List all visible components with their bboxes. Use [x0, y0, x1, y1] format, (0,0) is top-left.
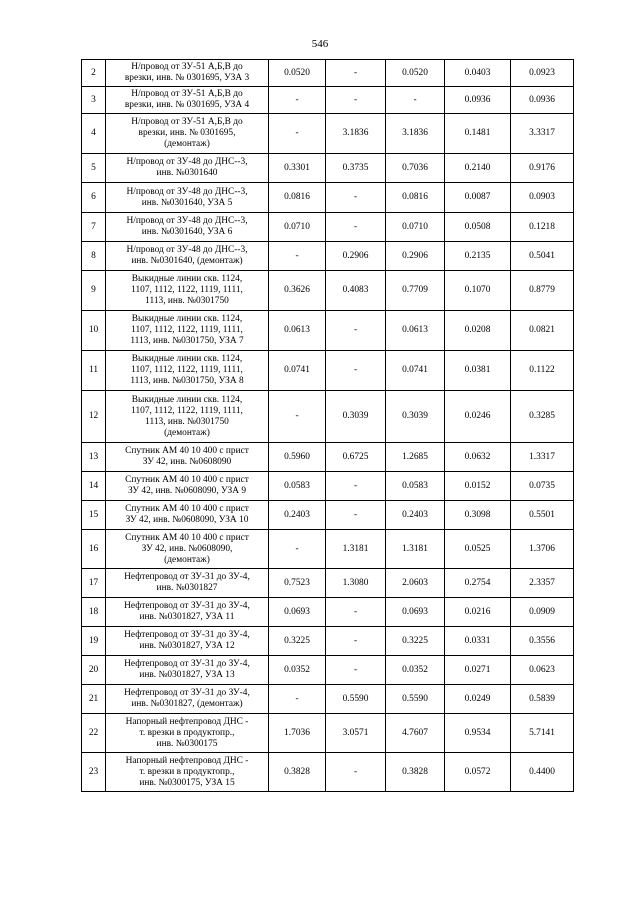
- object-name-cell: Н/провод от ЗУ-51 А,Б,В до врезки, инв. № 0301695, УЗА 3: [106, 60, 269, 87]
- data-table: [81, 59, 574, 792]
- row-number-cell: 13: [82, 443, 106, 472]
- value-cell-4: 0.9534: [445, 714, 511, 753]
- value-cell-2: -: [326, 501, 386, 530]
- value-cell-2: -: [326, 753, 386, 792]
- value-cell-1: 0.0693: [269, 598, 326, 627]
- value-cell-1: -: [269, 391, 326, 443]
- row-number-cell: 8: [82, 242, 106, 271]
- value-cell-2: -: [326, 311, 386, 351]
- row-number-cell: 11: [82, 351, 106, 391]
- value-cell-2: 3.1836: [326, 114, 386, 154]
- row-number-cell: 12: [82, 391, 106, 443]
- table-row: [82, 183, 574, 213]
- value-cell-5: 0.8779: [511, 271, 574, 311]
- value-cell-5: 2.3357: [511, 569, 574, 598]
- value-cell-4: 0.0216: [445, 598, 511, 627]
- row-number-cell: 20: [82, 656, 106, 685]
- value-cell-2: -: [326, 351, 386, 391]
- object-name-cell: Нефтепровод от ЗУ-31 до ЗУ-4, инв. №0301827, (демонтаж): [106, 685, 269, 714]
- value-cell-1: 0.0520: [269, 60, 326, 87]
- object-name-cell: Н/провод от ЗУ-48 до ДНС--3, инв. №0301640: [106, 154, 269, 183]
- value-cell-5: 0.4400: [511, 753, 574, 792]
- value-cell-3: 0.0352: [386, 656, 445, 685]
- value-cell-5: 0.0936: [511, 87, 574, 114]
- value-cell-4: 0.0271: [445, 656, 511, 685]
- value-cell-3: 0.0583: [386, 472, 445, 501]
- table-row: [82, 685, 574, 714]
- value-cell-5: 0.0821: [511, 311, 574, 351]
- value-cell-5: 0.5041: [511, 242, 574, 271]
- table-row: [82, 501, 574, 530]
- table-row: [82, 87, 574, 114]
- value-cell-1: 0.0583: [269, 472, 326, 501]
- row-number-cell: 2: [82, 60, 106, 87]
- value-cell-2: -: [326, 87, 386, 114]
- row-number-cell: 6: [82, 183, 106, 213]
- value-cell-3: 0.0741: [386, 351, 445, 391]
- row-number-cell: 9: [82, 271, 106, 311]
- value-cell-4: 0.0249: [445, 685, 511, 714]
- value-cell-3: 0.7036: [386, 154, 445, 183]
- value-cell-5: 1.3317: [511, 443, 574, 472]
- value-cell-5: 0.0923: [511, 60, 574, 87]
- row-number-cell: 19: [82, 627, 106, 656]
- table-row: [82, 530, 574, 569]
- value-cell-1: 1.7036: [269, 714, 326, 753]
- table-row: [82, 598, 574, 627]
- row-number-cell: 17: [82, 569, 106, 598]
- value-cell-5: 0.3556: [511, 627, 574, 656]
- value-cell-4: 0.0403: [445, 60, 511, 87]
- value-cell-1: 0.2403: [269, 501, 326, 530]
- object-name-cell: Выкидные линии скв. 1124, 1107, 1112, 1122, 1119, 1111, 1113, инв. №0301750: [106, 271, 269, 311]
- value-cell-2: 0.4083: [326, 271, 386, 311]
- table-row: [82, 391, 574, 443]
- object-name-cell: Н/провод от ЗУ-48 до ДНС--3, инв. №0301640, УЗА 6: [106, 213, 269, 242]
- value-cell-1: 0.3626: [269, 271, 326, 311]
- object-name-cell: Выкидные линии скв. 1124, 1107, 1112, 1122, 1119, 1111, 1113, инв. №0301750, УЗА 8: [106, 351, 269, 391]
- object-name-cell: Нефтепровод от ЗУ-31 до ЗУ-4, инв. №0301827, УЗА 13: [106, 656, 269, 685]
- value-cell-4: 0.0936: [445, 87, 511, 114]
- table-row: [82, 60, 574, 87]
- value-cell-1: -: [269, 530, 326, 569]
- value-cell-3: -: [386, 87, 445, 114]
- value-cell-3: 0.3039: [386, 391, 445, 443]
- value-cell-1: -: [269, 242, 326, 271]
- value-cell-5: 0.0735: [511, 472, 574, 501]
- object-name-cell: Н/провод от ЗУ-51 А,Б,В до врезки, инв. № 0301695, (демонтаж): [106, 114, 269, 154]
- value-cell-4: 0.3098: [445, 501, 511, 530]
- object-name-cell: Н/провод от ЗУ-51 А,Б,В до врезки, инв. № 0301695, УЗА 4: [106, 87, 269, 114]
- table-row: [82, 311, 574, 351]
- table-row: [82, 351, 574, 391]
- value-cell-2: -: [326, 183, 386, 213]
- table-row: [82, 656, 574, 685]
- value-cell-2: 0.5590: [326, 685, 386, 714]
- value-cell-4: 0.2140: [445, 154, 511, 183]
- table-row: [82, 714, 574, 753]
- table-row: [82, 569, 574, 598]
- row-number-cell: 7: [82, 213, 106, 242]
- value-cell-2: -: [326, 598, 386, 627]
- value-cell-4: 0.1481: [445, 114, 511, 154]
- value-cell-1: 0.0352: [269, 656, 326, 685]
- value-cell-2: 3.0571: [326, 714, 386, 753]
- object-name-cell: Нефтепровод от ЗУ-31 до ЗУ-4, инв. №0301827, УЗА 11: [106, 598, 269, 627]
- row-number-cell: 10: [82, 311, 106, 351]
- row-number-cell: 16: [82, 530, 106, 569]
- value-cell-4: 0.0632: [445, 443, 511, 472]
- value-cell-4: 0.2135: [445, 242, 511, 271]
- value-cell-5: 0.5501: [511, 501, 574, 530]
- value-cell-1: 0.3225: [269, 627, 326, 656]
- value-cell-2: -: [326, 60, 386, 87]
- row-number-cell: 23: [82, 753, 106, 792]
- value-cell-4: 0.0246: [445, 391, 511, 443]
- value-cell-2: 0.6725: [326, 443, 386, 472]
- value-cell-2: -: [326, 627, 386, 656]
- value-cell-5: 3.3317: [511, 114, 574, 154]
- value-cell-2: -: [326, 472, 386, 501]
- value-cell-3: 0.3828: [386, 753, 445, 792]
- object-name-cell: Спутник АМ 40 10 400 с прист ЗУ 42, инв. №0608090, УЗА 10: [106, 501, 269, 530]
- object-name-cell: Н/провод от ЗУ-48 до ДНС--3, инв. №0301640, УЗА 5: [106, 183, 269, 213]
- row-number-cell: 21: [82, 685, 106, 714]
- value-cell-4: 0.0087: [445, 183, 511, 213]
- table-body: [82, 60, 574, 792]
- value-cell-2: 0.2906: [326, 242, 386, 271]
- value-cell-3: 0.0693: [386, 598, 445, 627]
- value-cell-3: 0.0710: [386, 213, 445, 242]
- value-cell-1: 0.0741: [269, 351, 326, 391]
- value-cell-5: 0.1122: [511, 351, 574, 391]
- table-row: [82, 627, 574, 656]
- row-number-cell: 4: [82, 114, 106, 154]
- value-cell-1: 0.7523: [269, 569, 326, 598]
- value-cell-1: 0.0710: [269, 213, 326, 242]
- value-cell-3: 0.3225: [386, 627, 445, 656]
- value-cell-3: 3.1836: [386, 114, 445, 154]
- value-cell-1: 0.3828: [269, 753, 326, 792]
- row-number-cell: 18: [82, 598, 106, 627]
- value-cell-4: 0.0508: [445, 213, 511, 242]
- value-cell-3: 4.7607: [386, 714, 445, 753]
- value-cell-3: 0.0613: [386, 311, 445, 351]
- object-name-cell: Н/провод от ЗУ-48 до ДНС--3, инв. №0301640, (демонтаж): [106, 242, 269, 271]
- object-name-cell: Спутник АМ 40 10 400 с прист ЗУ 42, инв. №0608090, (демонтаж): [106, 530, 269, 569]
- page-number: 546: [311, 38, 329, 50]
- table-row: [82, 753, 574, 792]
- object-name-cell: Спутник АМ 40 10 400 с прист ЗУ 42, инв. №0608090, УЗА 9: [106, 472, 269, 501]
- value-cell-5: 1.3706: [511, 530, 574, 569]
- value-cell-5: 0.0903: [511, 183, 574, 213]
- table-row: [82, 242, 574, 271]
- value-cell-4: 0.2754: [445, 569, 511, 598]
- value-cell-3: 0.0520: [386, 60, 445, 87]
- value-cell-3: 0.7709: [386, 271, 445, 311]
- value-cell-1: 0.0613: [269, 311, 326, 351]
- value-cell-3: 0.0816: [386, 183, 445, 213]
- value-cell-2: 1.3080: [326, 569, 386, 598]
- value-cell-2: 1.3181: [326, 530, 386, 569]
- value-cell-3: 1.3181: [386, 530, 445, 569]
- value-cell-5: 0.0623: [511, 656, 574, 685]
- table-row: [82, 472, 574, 501]
- value-cell-2: -: [326, 656, 386, 685]
- row-number-cell: 14: [82, 472, 106, 501]
- table-row: [82, 213, 574, 242]
- value-cell-1: -: [269, 114, 326, 154]
- value-cell-1: -: [269, 87, 326, 114]
- value-cell-3: 0.5590: [386, 685, 445, 714]
- value-cell-1: 0.3301: [269, 154, 326, 183]
- value-cell-1: -: [269, 685, 326, 714]
- value-cell-4: 0.0381: [445, 351, 511, 391]
- value-cell-3: 2.0603: [386, 569, 445, 598]
- row-number-cell: 15: [82, 501, 106, 530]
- object-name-cell: Напорный нефтепровод ДНС - т. врезки в продуктопр., инв. №0300175: [106, 714, 269, 753]
- value-cell-2: 0.3735: [326, 154, 386, 183]
- value-cell-5: 0.9176: [511, 154, 574, 183]
- value-cell-4: 0.0572: [445, 753, 511, 792]
- object-name-cell: Выкидные линии скв. 1124, 1107, 1112, 1122, 1119, 1111, 1113, инв. №0301750, УЗА 7: [106, 311, 269, 351]
- value-cell-5: 0.0909: [511, 598, 574, 627]
- object-name-cell: Выкидные линии скв. 1124, 1107, 1112, 1122, 1119, 1111, 1113, инв. №0301750 (демонтаж): [106, 391, 269, 443]
- value-cell-4: 0.1070: [445, 271, 511, 311]
- value-cell-4: 0.0331: [445, 627, 511, 656]
- row-number-cell: 22: [82, 714, 106, 753]
- value-cell-2: -: [326, 213, 386, 242]
- value-cell-1: 0.5960: [269, 443, 326, 472]
- value-cell-4: 0.0525: [445, 530, 511, 569]
- value-cell-4: 0.0208: [445, 311, 511, 351]
- row-number-cell: 5: [82, 154, 106, 183]
- value-cell-3: 0.2403: [386, 501, 445, 530]
- table-row: [82, 154, 574, 183]
- value-cell-5: 0.1218: [511, 213, 574, 242]
- row-number-cell: 3: [82, 87, 106, 114]
- value-cell-5: 0.3285: [511, 391, 574, 443]
- value-cell-3: 0.2906: [386, 242, 445, 271]
- object-name-cell: Напорный нефтепровод ДНС - т. врезки в продуктопр., инв. №0300175, УЗА 15: [106, 753, 269, 792]
- table-row: [82, 443, 574, 472]
- object-name-cell: Спутник АМ 40 10 400 с прист ЗУ 42, инв. №0608090: [106, 443, 269, 472]
- value-cell-5: 0.5839: [511, 685, 574, 714]
- object-name-cell: Нефтепровод от ЗУ-31 до ЗУ-4, инв. №0301827: [106, 569, 269, 598]
- value-cell-4: 0.0152: [445, 472, 511, 501]
- value-cell-1: 0.0816: [269, 183, 326, 213]
- value-cell-5: 5.7141: [511, 714, 574, 753]
- table-row: [82, 114, 574, 154]
- table-row: [82, 271, 574, 311]
- object-name-cell: Нефтепровод от ЗУ-31 до ЗУ-4, инв. №0301827, УЗА 12: [106, 627, 269, 656]
- value-cell-3: 1.2685: [386, 443, 445, 472]
- value-cell-2: 0.3039: [326, 391, 386, 443]
